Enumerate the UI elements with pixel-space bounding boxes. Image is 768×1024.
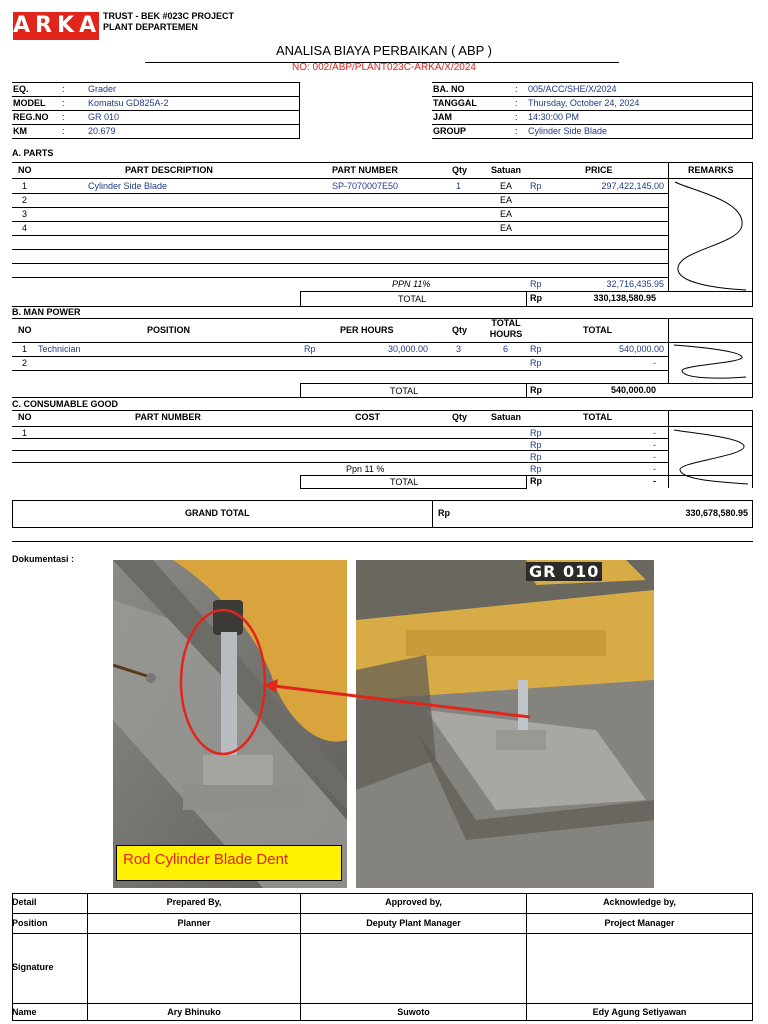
consumable-ppn-value: -	[653, 464, 656, 474]
separator: :	[62, 112, 65, 122]
date-value: Thursday, October 24, 2024	[528, 98, 640, 108]
group-label: GROUP	[433, 126, 467, 136]
row-total: -	[653, 428, 656, 438]
separator: :	[515, 112, 518, 122]
consumable-total-value: -	[653, 476, 656, 486]
ba-no-value: 005/ACC/SHE/X/2024	[528, 84, 617, 94]
col-no: NO	[18, 165, 32, 175]
red-arrow	[260, 675, 540, 725]
date-label: TANGGAL	[433, 98, 477, 108]
grand-total-label: GRAND TOTAL	[185, 508, 250, 518]
col-satuan: Satuan	[491, 165, 522, 175]
col-total: TOTAL	[583, 412, 613, 422]
row-no: 1	[22, 428, 28, 438]
col-total: TOTAL	[583, 325, 613, 335]
row-satuan: EA	[500, 181, 513, 191]
parts-total-currency: Rp	[530, 293, 542, 303]
parts-section-title: A. PARTS	[12, 148, 54, 158]
row-position: Technician	[38, 344, 81, 354]
remarks-strike-scribble	[670, 180, 752, 292]
consumable-total-currency: Rp	[530, 476, 542, 486]
row-no: 2	[22, 195, 28, 205]
prepared-by-label: Prepared By,	[166, 897, 222, 907]
row-total: -	[653, 452, 656, 462]
row-currency: Rp	[530, 440, 542, 450]
parts-ppn-currency: Rp	[530, 279, 542, 289]
consumable-section-title: C. CONSUMABLE GOOD	[12, 399, 119, 409]
row-total: -	[653, 440, 656, 450]
unit-number-tag: GR 010	[526, 562, 602, 581]
row-currency: Rp	[530, 181, 542, 191]
row-hours: 6	[503, 344, 509, 354]
col-part-description: PART DESCRIPTION	[125, 165, 213, 175]
acknowledger-name: Edy Agung Setiyawan	[592, 1007, 687, 1017]
group-value: Cylinder Side Blade	[528, 126, 608, 136]
remarks-strike-scribble	[670, 343, 752, 383]
row-label-position: Position	[12, 918, 48, 928]
document-title: ANALISA BIAYA PERBAIKAN ( ABP )	[275, 43, 493, 58]
manpower-total-label: TOTAL	[390, 386, 419, 396]
acknowledge-by-label: Acknowledge by,	[603, 897, 676, 907]
km-label: KM	[13, 126, 27, 136]
consumable-total-label: TOTAL	[390, 477, 419, 487]
row-total: 540,000.00	[618, 344, 664, 354]
acknowledger-position: Project Manager	[604, 918, 675, 928]
approver-position: Deputy Plant Manager	[366, 918, 461, 928]
model-label: MODEL	[13, 98, 46, 108]
col-satuan: Satuan	[491, 412, 522, 422]
company-logo: ARKA	[13, 13, 102, 38]
row-qty: 1	[456, 181, 462, 191]
km-value: 20.679	[88, 126, 116, 136]
model-value: Komatsu GD825A-2	[88, 98, 169, 108]
row-no: 3	[22, 209, 28, 219]
col-qty: Qty	[452, 412, 468, 422]
manpower-total-value: 540,000.00	[610, 385, 656, 395]
col-part-number: PART NUMBER	[332, 165, 398, 175]
row-no: 1	[22, 181, 28, 191]
parts-total-value: 330,138,580.95	[593, 293, 656, 303]
row-label-detail: Detail	[12, 897, 37, 907]
consumable-ppn-currency: Rp	[530, 464, 542, 474]
project-name: TRUST - BEK #023C PROJECT	[103, 11, 235, 21]
time-value: 14:30:00 PM	[528, 112, 580, 122]
row-description: Cylinder Side Blade	[88, 181, 168, 191]
regno-label: REG.NO	[13, 112, 49, 122]
ba-no-label: BA. NO	[433, 84, 465, 94]
preparer-name: Ary Bhinuko	[167, 1007, 221, 1017]
col-qty: Qty	[452, 165, 468, 175]
row-no: 2	[22, 358, 28, 368]
consumable-ppn-label: Ppn 11 %	[346, 464, 385, 474]
row-label-signature: Signature	[12, 962, 54, 972]
col-remarks: REMARKS	[688, 165, 734, 175]
preparer-position: Planner	[177, 918, 211, 928]
col-part-number: PART NUMBER	[135, 412, 201, 422]
row-currency: Rp	[530, 452, 542, 462]
row-total: -	[653, 358, 656, 368]
approved-by-label: Approved by,	[385, 897, 442, 907]
col-no: NO	[18, 412, 32, 422]
row-no: 4	[22, 223, 28, 233]
row-currency: Rp	[530, 428, 542, 438]
row-satuan: EA	[500, 195, 513, 205]
manpower-section-title: B. MAN POWER	[12, 307, 81, 317]
row-rate: 30,000.00	[387, 344, 428, 354]
col-position: POSITION	[147, 325, 191, 335]
parts-ppn-value: 32,716,435.95	[606, 279, 664, 289]
separator: :	[62, 84, 65, 94]
regno-value: GR 010	[88, 112, 120, 122]
document-number: NO: 002/ABP/PLANT023C-ARKA/X/2024	[292, 62, 476, 73]
col-per-hours: PER HOURS	[340, 325, 394, 335]
eq-label: EQ.	[13, 84, 29, 94]
col-qty: Qty	[452, 325, 468, 335]
row-satuan: EA	[500, 223, 513, 233]
row-price: 297,422,145.00	[601, 181, 664, 191]
row-total-currency: Rp	[530, 344, 542, 354]
separator: :	[62, 98, 65, 108]
grand-total-value: 330,678,580.95	[685, 508, 748, 518]
eq-value: Grader	[88, 84, 117, 94]
documentation-label: Dokumentasi :	[12, 554, 75, 564]
separator: :	[515, 98, 518, 108]
manpower-total-currency: Rp	[530, 385, 542, 395]
row-part-number: SP-7070007E50	[332, 181, 399, 191]
col-total-hours: TOTAL HOURS	[489, 318, 523, 339]
parts-ppn-label: PPN 11%	[392, 279, 431, 289]
col-price: PRICE	[585, 165, 613, 175]
row-qty: 3	[456, 344, 462, 354]
row-label-name: Name	[12, 1007, 37, 1017]
grand-total-currency: Rp	[438, 508, 450, 518]
time-label: JAM	[433, 112, 453, 122]
separator: :	[62, 126, 65, 136]
separator: :	[515, 126, 518, 136]
row-no: 1	[22, 344, 28, 354]
row-total-currency: Rp	[530, 358, 542, 368]
photo-caption-box	[116, 845, 342, 881]
remarks-strike-scribble	[670, 428, 752, 488]
approver-name: Suwoto	[397, 1007, 430, 1017]
row-satuan: EA	[500, 209, 513, 219]
separator: :	[515, 84, 518, 94]
department-name: PLANT DEPARTEMEN	[103, 22, 198, 32]
row-currency: Rp	[304, 344, 316, 354]
parts-total-label: TOTAL	[398, 294, 427, 304]
col-no: NO	[18, 325, 32, 335]
photo-caption: Rod Cylinder Blade Dent	[123, 851, 289, 868]
col-cost: COST	[355, 412, 381, 422]
